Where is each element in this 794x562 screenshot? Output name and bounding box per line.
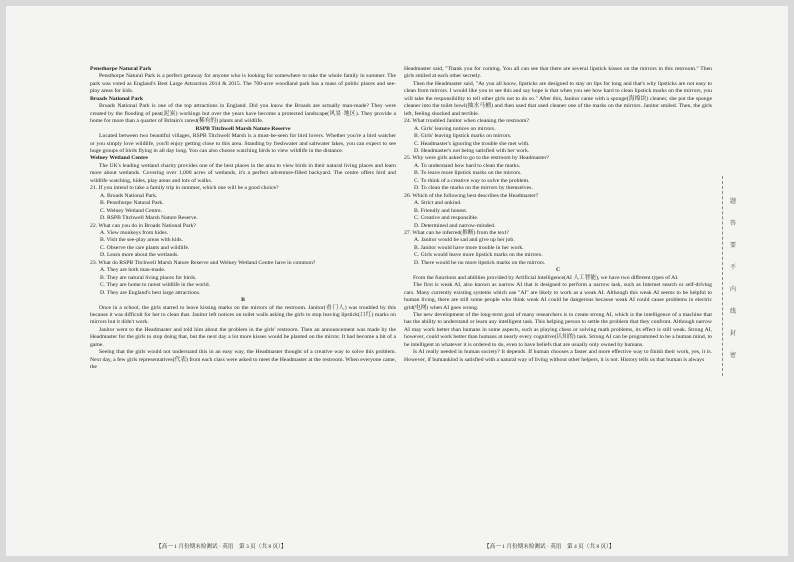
right-para-25: The new development of the long-term goal of many researchers is to create strong AI, which is the intelligence of a machine that has the ability to understand or learn any intelligent task. This helping person to settle the problem that they confront. Although narrow AI may work better than humans in some aspects, such as playing chess or solving math problems, its effect is still weak. Strong AI, however, could work better than humans at nearly every cognitive(认知的) task. Strong AI can be programmed to be a human mind, to be intelligent in whatever it is ordered to do, even to have beliefs that are usually only owned by humans. <box>404 311 712 348</box>
left-para-5: Located between two beautiful villages, RSPB Titchwell Marsh is a must-be-seen for bird lovers. Whether you're a bird watcher or you simply love wildlife, you'll enjoy getting close to this area. Standing by freshwater and saltwater lakes, you can expect to see huge groups of birds flying in all day long. You can also choose watching birds to view wildlife in the distance. <box>90 133 396 154</box>
binding-mark-0: 题 <box>730 199 737 205</box>
right-question-17: 27. What can be inferred(推断) from the text? <box>404 229 509 236</box>
binding-mark-3: 不 <box>730 265 737 271</box>
left-question-13: 22. What can you do in Broads National Park? <box>90 222 196 229</box>
footer-right: 【高一 1 月份期末检测试 · 英语 第 4 页（共 8 页）】 <box>484 544 615 550</box>
left-option-12: D. RSPB Titchwell Marsh Nature Reserve. <box>100 215 198 222</box>
right-option-15: C. Creative and responsible. <box>414 215 479 222</box>
left-option-21: C. They are home to rarest wildlife in the world. <box>100 282 210 289</box>
left-column <box>90 66 396 536</box>
right-option-11: D. To clean the marks on the mirrors by themselves. <box>414 185 533 192</box>
left-option-11: C. Welney Wetland Centre. <box>100 207 162 214</box>
left-option-17: D. Learn more about the wetlands. <box>100 252 179 259</box>
binding-mark-5: 线 <box>730 309 737 315</box>
left-option-14: A. View monkeys from hides. <box>100 229 169 236</box>
right-option-9: B. To leave more lipstick marks on the mirrors. <box>414 170 522 177</box>
left-para-26: Seeing that the girls would not understand this in an easy way, the Headmaster thought of a creative way to solve this problem. Next day, a few girls representatives(代表) from each class were asked to meet the Headmaster at the restroom. When everyone came, the <box>90 349 396 371</box>
right-option-16: D. Determined and narrow-minded. <box>414 222 496 229</box>
right-option-20: C. Girls would leave more lipstick marks on the mirrors. <box>414 252 543 259</box>
right-option-10: C. To think of a creative way to solve the problem. <box>414 177 530 184</box>
binding-mark-1: 答 <box>730 221 737 227</box>
right-option-19: B. Janitor would have more trouble in her work. <box>414 244 524 251</box>
left-question-18: 23. What do RSPB Titchwell Marsh Nature Reserve and Welney Wetland Centre have in common? <box>90 259 316 266</box>
footer-left: 【高一 1 月份期末检测试 · 英语 第 3 页（共 8 页）】 <box>156 544 287 550</box>
right-option-6: D. Headmaster's not being satisfied with her work. <box>414 147 530 154</box>
right-question-7: 25. Why were girls asked to go to the restroom by Headmaster? <box>404 155 549 162</box>
left-heading-2: Broads National Park <box>90 95 143 102</box>
right-option-14: B. Friendly and honest. <box>414 207 468 214</box>
left-option-15: B. Visit the see-play areas with kids. <box>100 237 183 244</box>
left-heading-0: Pensthorpe Natural Park <box>90 66 152 72</box>
right-option-5: C. Headmaster's ignoring the trouble she met with. <box>414 140 530 147</box>
binding-mark-4: 内 <box>730 287 737 293</box>
binding-mark-7: 密 <box>730 353 737 359</box>
right-option-3: A. Girls' leaving notices on mirrors. <box>414 125 496 132</box>
right-option-8: A. To understand how hard to clean the marks. <box>414 162 521 169</box>
left-para-7: The UK's leading wetland charity provides one of the best places in the area to view birds in their natural living places and learn more about wetlands. Covering over 1,000 acres of wetlands, it's a perfect adventure-filled backyard. The centre offers bird and wildlife watching, hides, play areas and lots of walks. <box>90 162 396 184</box>
binding-line <box>722 176 737 376</box>
exam-sheet <box>6 6 788 556</box>
right-option-13: A. Strict and unkind. <box>414 200 462 207</box>
left-option-20: B. They are natural living places for birds. <box>100 274 197 281</box>
right-para-23: From the functions and abilities provided by Artificial intelligence(AI 人工智能), we have two different types of AI. <box>413 274 679 281</box>
right-option-21: D. There would be no more lipstick marks on the mirrors. <box>414 259 546 266</box>
right-section-22: C <box>555 267 561 274</box>
right-question-2: 24. What troubled Janitor when cleaning the restroom? <box>404 118 529 125</box>
right-option-4: B. Girls' leaving lipstick marks on mirrors. <box>414 133 512 140</box>
left-para-25: Janitor went to the Headmaster and told him about the problem in the girls' restroom. Then an announcement was made by the Headmaster for the girls to stop doing that, but the next day a lot more kisses would be planted on the mirror. It had become a bit of a game. <box>90 326 396 348</box>
binding-mark-2: 要 <box>730 243 737 249</box>
right-para-noindent-0: Headmaster said, "Thank you for coming. You all can see that there are several lipstick kisses on the mirrors in this restroom." Then girls smiled at each other secretly. <box>404 66 712 80</box>
left-option-19: A. They are both man-made. <box>100 267 166 274</box>
left-para-1: Pensthorpe Natural Park is a perfect getaway for anyone who is looking for somewhere to take the whole family in summer. The park was voted as England's Best Large Attraction 2014 & 2015. The 700-acre woodland park has a mass of public places and see-play areas for kids. <box>90 73 396 95</box>
right-column <box>404 66 712 536</box>
right-para-1: Then the Headmaster said, "As you all know, lipsticks are designed to stay on lips for long and that's why lipsticks are not easy to clean from mirrors. I would like you to see this and say hope is that when you see how hard to clean lipstick marks on the mirrors, you will take the responsibility to tell other girls not to do so." After this, Janitor came with a sponge(海绵块) cleaner, she put the sponge cleaner into the toilet bowl(抽水马桶) and then used that used cleaner one of the marks on the mirrors. Janitor smiled. Then, the girls left, feeling shocked and terrible. <box>404 80 712 117</box>
left-section-23: B <box>241 297 245 304</box>
left-heading-center-4: RSPB Titchwell Marsh Nature Reserve <box>195 125 291 132</box>
right-question-12: 26. Which of the following best describes the Headmaster? <box>404 192 539 199</box>
left-option-10: B. Pensthorpe Natural Park. <box>100 200 164 207</box>
left-para-24: Once in a school, the girls started to leave kissing marks on the mirrors of the restroom. Janitor(看门人) was troubled by this because it was difficult for her to clean that. Janitor left notices on toilet walls asking the girls to stop leaving lipstick(口红) marks on mirrors but it didn't work. <box>90 304 396 326</box>
right-para-24: The first is weak AI, also known as narrow AI that is designed to perform a narrow task, such as Internet search or self-driving cars. Many currently existing systems which use "AI" are likely to work as a weak AI. Although this weak AI seems to be helpful to human living, there are still some people who think weak AI could be dangerous because weak AI could cause problems in electric grid(电网) when AI goes wrong. <box>404 282 712 311</box>
left-heading-6: Welney Wetland Centre <box>90 155 148 162</box>
left-para-3: Broads National Park is one of the top attractions in England. Did you know the Broads are actually man-made? They were created by the flooding of peat(泥炭) workings but over the years have become a protected landscape(风景·地区). They provide a home for more than a quarter of Britain's rarest(稀有的) plants and wildlife. <box>90 103 396 125</box>
left-option-9: A. Broads National Park. <box>100 192 158 199</box>
binding-mark-6: 封 <box>730 331 737 337</box>
left-question-8: 21. If you intend to take a family trip in summer, which one will be a good choice? <box>90 185 279 192</box>
right-option-18: A. Janitor would be sad and give up her job. <box>414 237 515 244</box>
right-para-26: Is AI really needed in human society? It depends. If human chooses a faster and more effective way to finish their work, yes, it is. However, if humankind is satisfied with a natural way of living without other helpers, it is not. History tells us that human is always <box>404 349 712 363</box>
left-option-16: C. Observe the rare plants and wildlife. <box>100 244 190 251</box>
left-option-22: D. They are England's best large attractions. <box>100 289 201 296</box>
